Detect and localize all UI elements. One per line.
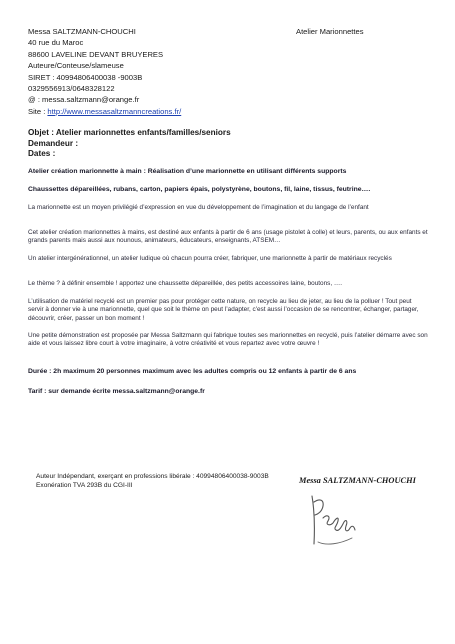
paragraph-duree: Durée : 2h maximum 20 personnes maximum avec les adultes compris ou 12 enfants à partir de 6 ans xyxy=(28,368,357,375)
sender-phones: 0329556913/0648328122 xyxy=(28,84,115,94)
sender-email: @ : messa.saltzmann@orange.fr xyxy=(28,95,140,105)
sender-name: Messa SALTZMANN-CHOUCHI xyxy=(28,27,136,36)
sender-siret: SIRET : 40994806400038 -9003B xyxy=(28,72,143,82)
paragraph-materials: Chaussettes dépareillées, rubans, carton, papiers épais, polystyrène, boutons, fil, laine, tissus, feutrine…. xyxy=(28,186,371,193)
sender-site-line xyxy=(28,106,181,117)
footer-block xyxy=(36,472,269,490)
sender-city: 88600 LAVELINE DEVANT BRUYERES xyxy=(28,49,164,59)
paragraph-demo: Une petite démonstration est proposée par Messa Saltzmann qui fabrique toutes ses marionnettes en recyclé, puis l’atelier démarre avec son aide et vous laissez libre court à votre imaginaire, à votre créativité et vous repartez avec votre œuvre ! xyxy=(28,332,428,348)
website-link[interactable]: http://www.messasaltzmanncreations.fr/ xyxy=(47,106,182,116)
sender-block xyxy=(28,26,181,117)
paragraph-public: Cet atelier création marionnettes à mains, est destiné aux enfants à partir de 6 ans (usage pistolet à colle) et leurs, parents, ou aux enfants et grands parents mais aussi aux nounous, animateurs, éducateurs, enseignants, ATSEM… xyxy=(28,229,428,245)
paragraph-expression: La marionnette est un moyen privilégié d’expression en vue du développement de l’imagination et du langage de l’enfant xyxy=(28,204,369,211)
paragraph-tarif: Tarif : sur demande écrite messa.saltzmann@orange.fr xyxy=(28,388,205,395)
demandeur-line: Demandeur : xyxy=(28,138,79,148)
objet-line: Objet : Atelier marionnettes enfants/familles/seniors xyxy=(28,128,231,137)
footer-line-1: Auteur Indépendant, exerçant en professions libérale : 40994806400038-9003B xyxy=(36,473,269,480)
signature-name: Messa SALTZMANN-CHOUCHI xyxy=(299,476,416,485)
sender-street: 40 rue du Maroc xyxy=(28,38,84,48)
paragraph-theme: Le thème ? à définir ensemble ! apportez une chaussette dépareillée, des petits accessoires laine, boutons, …. xyxy=(28,280,343,287)
paragraph-recycle: L’utilisation de matériel recyclé est un premier pas pour protéger cette nature, on recycle au lieu de jeter, au lieu de la polluer ! Tout peut servir à donner vie à une marionnette, quel que soit le thème on peut l’adapter, c'est aussi l’occasion de se rencontrer, échanger, partager, découvrir, créer, passer un bon moment ! xyxy=(28,298,419,322)
site-label: Site : xyxy=(28,106,48,116)
dates-line: Dates : xyxy=(28,149,56,159)
paragraph-atelier: Atelier création marionnette à main : Réalisation d’une marionnette en utilisant différents supports xyxy=(28,168,347,175)
handwritten-signature xyxy=(306,488,362,554)
object-block xyxy=(28,128,231,160)
document-title: Atelier Marionnettes xyxy=(296,27,364,36)
paragraph-intergen: Un atelier intergénérationnel, un atelier ludique où chacun pourra créer, fabriquer, une marionnette à partir de matériaux recyclés xyxy=(28,255,392,262)
sender-profession: Auteure/Conteuse/slameuse xyxy=(28,61,124,71)
footer-line-2: Exonération TVA 293B du CGI-III xyxy=(36,482,133,489)
